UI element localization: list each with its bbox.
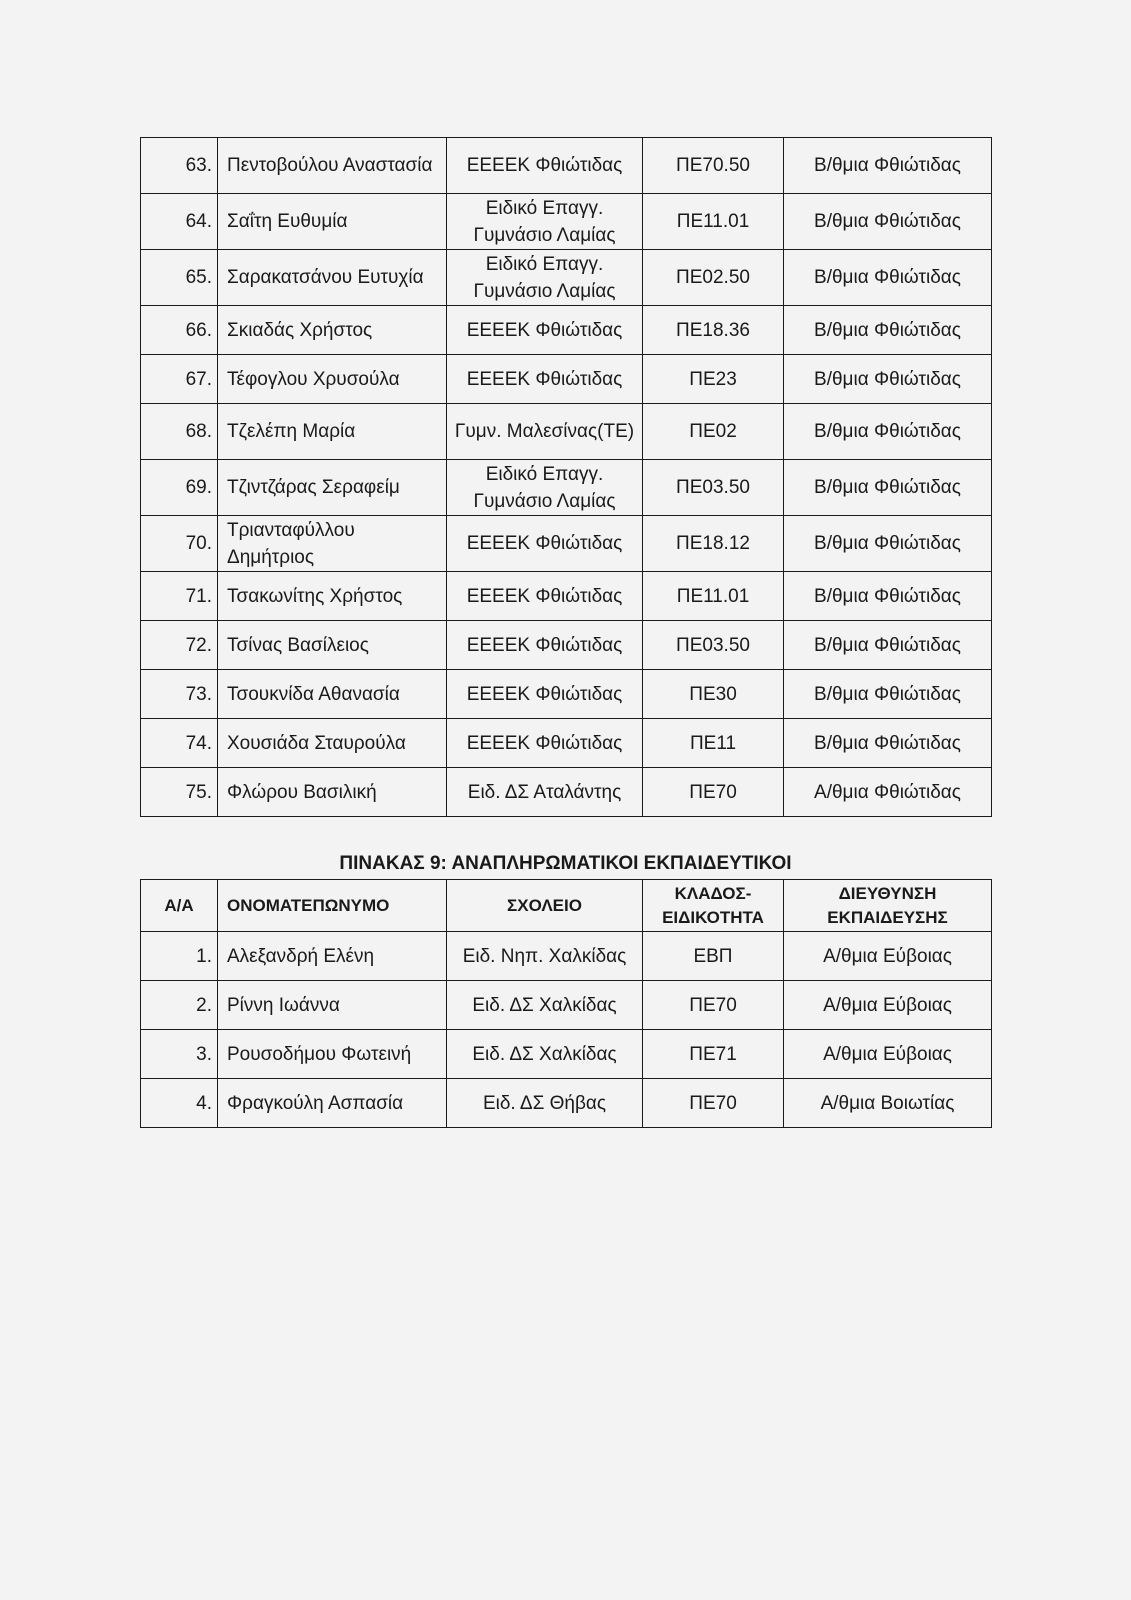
teacher-name: Φλώρου Βασιλική [218, 768, 447, 817]
row-number: 71. [141, 572, 218, 621]
school-name: Γυμν. Μαλεσίνας(ΤΕ) [447, 404, 643, 460]
header-directorate-line1: ΔΙΕΥΘΥΝΣΗ [838, 883, 937, 903]
specialty-code: ΠΕ30 [643, 670, 784, 719]
table-row [141, 981, 992, 1030]
education-directorate: Β/θμια Φθιώτιδας [784, 460, 992, 516]
teacher-name: Σαΐτη Ευθυμία [218, 194, 447, 250]
school-name: ΕΕΕΕΚ Φθιώτιδας [447, 719, 643, 768]
table-row [141, 250, 992, 306]
school-name: ΕΕΕΕΚ Φθιώτιδας [447, 355, 643, 404]
education-directorate: Α/θμια Εύβοιας [784, 1030, 992, 1079]
education-directorate: Β/θμια Φθιώτιδας [784, 250, 992, 306]
specialty-code: ΠΕ70 [643, 768, 784, 817]
education-directorate: Α/θμια Βοιωτίας [784, 1079, 992, 1128]
table-row [141, 1030, 992, 1079]
school-name: Ειδ. ΔΣ Χαλκίδας [447, 981, 643, 1030]
specialty-code: ΠΕ03.50 [643, 460, 784, 516]
education-directorate: Β/θμια Φθιώτιδας [784, 306, 992, 355]
row-number: 63. [141, 138, 218, 194]
teacher-name: Τζελέπη Μαρία [218, 404, 447, 460]
school-name: ΕΕΕΕΚ Φθιώτιδας [447, 306, 643, 355]
specialty-code: ΠΕ70 [643, 981, 784, 1030]
education-directorate: Β/θμια Φθιώτιδας [784, 516, 992, 572]
education-directorate: Α/θμια Εύβοιας [784, 981, 992, 1030]
specialty-code: ΠΕ11.01 [643, 572, 784, 621]
table-row [141, 572, 992, 621]
teacher-name: Τζιντζάρας Σεραφείμ [218, 460, 447, 516]
specialty-code: ΠΕ23 [643, 355, 784, 404]
specialty-code: ΠΕ11 [643, 719, 784, 768]
education-directorate: Α/θμια Εύβοιας [784, 932, 992, 981]
header-directorate [784, 880, 992, 932]
school-name: ΕΕΕΕΚ Φθιώτιδας [447, 138, 643, 194]
table-row [141, 194, 992, 250]
school-name: Ειδικό Επαγγ. Γυμνάσιο Λαμίας [447, 194, 643, 250]
row-number: 69. [141, 460, 218, 516]
specialty-code: ΠΕ70 [643, 1079, 784, 1128]
school-name: ΕΕΕΕΚ Φθιώτιδας [447, 572, 643, 621]
education-directorate: Α/θμια Φθιώτιδας [784, 768, 992, 817]
row-number: 72. [141, 621, 218, 670]
teachers-table-continuation [140, 137, 992, 817]
school-name: Ειδ. ΔΣ Χαλκίδας [447, 1030, 643, 1079]
teacher-name: Ρίννη Ιωάννα [218, 981, 447, 1030]
table-row [141, 670, 992, 719]
school-name: Ειδ. ΔΣ Αταλάντης [447, 768, 643, 817]
row-number: 64. [141, 194, 218, 250]
education-directorate: Β/θμια Φθιώτιδας [784, 138, 992, 194]
table-row [141, 460, 992, 516]
header-directorate-line2: ΕΚΠΑΙΔΕΥΣΗΣ [827, 907, 948, 927]
teacher-name: Χουσιάδα Σταυρούλα [218, 719, 447, 768]
table-row [141, 355, 992, 404]
school-name: Ειδ. ΔΣ Θήβας [447, 1079, 643, 1128]
row-number: 66. [141, 306, 218, 355]
row-number: 4. [141, 1079, 218, 1128]
table-title: ΠΙΝΑΚΑΣ 9: ΑΝΑΠΛΗΡΩΜΑΤΙΚΟΙ ΕΚΠΑΙΔΕΥΤΙΚΟΙ [339, 853, 792, 874]
teacher-name: Φραγκούλη Ασπασία [218, 1079, 447, 1128]
table-row [141, 621, 992, 670]
row-number: 67. [141, 355, 218, 404]
specialty-code: ΠΕ02.50 [643, 250, 784, 306]
teacher-name: Τσακωνίτης Χρήστος [218, 572, 447, 621]
table-row [141, 306, 992, 355]
row-number: 1. [141, 932, 218, 981]
teacher-name: Τσουκνίδα Αθανασία [218, 670, 447, 719]
specialty-code: ΠΕ11.01 [643, 194, 784, 250]
table-row [141, 516, 992, 572]
specialty-code: ΠΕ18.12 [643, 516, 784, 572]
table-row [141, 768, 992, 817]
table-row [141, 932, 992, 981]
teacher-name: Σκιαδάς Χρήστος [218, 306, 447, 355]
row-number: 75. [141, 768, 218, 817]
header-specialty [643, 880, 784, 932]
teacher-name: Τέφογλου Χρυσούλα [218, 355, 447, 404]
table-row [141, 1079, 992, 1128]
row-number: 73. [141, 670, 218, 719]
table-row [141, 404, 992, 460]
specialty-code: ΠΕ71 [643, 1030, 784, 1079]
school-name: Ειδικό Επαγγ. Γυμνάσιο Λαμίας [447, 250, 643, 306]
teacher-name: Πεντοβούλου Αναστασία [218, 138, 447, 194]
substitute-teachers-table [140, 879, 992, 1128]
education-directorate: Β/θμια Φθιώτιδας [784, 719, 992, 768]
education-directorate: Β/θμια Φθιώτιδας [784, 572, 992, 621]
specialty-code: ΠΕ18.36 [643, 306, 784, 355]
school-name: ΕΕΕΕΚ Φθιώτιδας [447, 670, 643, 719]
table-header-row [141, 880, 992, 932]
row-number: 3. [141, 1030, 218, 1079]
row-number: 70. [141, 516, 218, 572]
education-directorate: Β/θμια Φθιώτιδας [784, 194, 992, 250]
teacher-name: Ρουσοδήμου Φωτεινή [218, 1030, 447, 1079]
header-name: ΟΝΟΜΑΤΕΠΩΝΥΜΟ [218, 880, 447, 932]
table-row [141, 138, 992, 194]
row-number: 74. [141, 719, 218, 768]
specialty-code: ΠΕ03.50 [643, 621, 784, 670]
education-directorate: Β/θμια Φθιώτιδας [784, 404, 992, 460]
teacher-name: Τριανταφύλλου Δημήτριος [218, 516, 447, 572]
school-name: Ειδ. Νηπ. Χαλκίδας [447, 932, 643, 981]
education-directorate: Β/θμια Φθιώτιδας [784, 621, 992, 670]
table-row [141, 719, 992, 768]
education-directorate: Β/θμια Φθιώτιδας [784, 355, 992, 404]
specialty-code: ΕΒΠ [643, 932, 784, 981]
teacher-name: Τσίνας Βασίλειος [218, 621, 447, 670]
header-specialty-line2: ΕΙΔΙΚΟΤΗΤΑ [662, 907, 764, 927]
specialty-code: ΠΕ02 [643, 404, 784, 460]
school-name: Ειδικό Επαγγ. Γυμνάσιο Λαμίας [447, 460, 643, 516]
school-name: ΕΕΕΕΚ Φθιώτιδας [447, 516, 643, 572]
header-aa: Α/Α [141, 880, 218, 932]
school-name: ΕΕΕΕΚ Φθιώτιδας [447, 621, 643, 670]
header-specialty-line1: ΚΛΑΔΟΣ- [674, 883, 752, 903]
teacher-name: Αλεξανδρή Ελένη [218, 932, 447, 981]
header-school: ΣΧΟΛΕΙΟ [447, 880, 643, 932]
specialty-code: ΠΕ70.50 [643, 138, 784, 194]
teacher-name: Σαρακατσάνου Ευτυχία [218, 250, 447, 306]
row-number: 65. [141, 250, 218, 306]
row-number: 68. [141, 404, 218, 460]
row-number: 2. [141, 981, 218, 1030]
education-directorate: Β/θμια Φθιώτιδας [784, 670, 992, 719]
